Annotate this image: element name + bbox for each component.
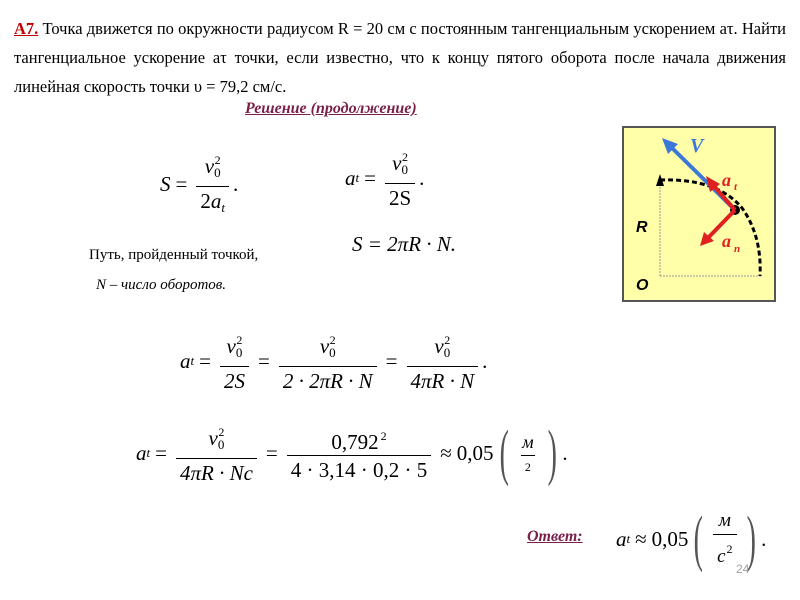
- unit-sq: 2: [521, 455, 535, 477]
- fraction: [196, 148, 229, 221]
- sub-0: 0: [329, 345, 336, 360]
- problem-statement: [14, 14, 786, 101]
- sym-a: a: [345, 165, 356, 190]
- answer-formula: [616, 505, 767, 573]
- sub-0: 0: [401, 162, 408, 177]
- right-paren: ): [547, 419, 557, 487]
- period: .: [232, 172, 239, 196]
- label-v: V: [690, 135, 704, 157]
- sup-2: 2: [214, 153, 221, 167]
- label-at: a: [722, 170, 731, 190]
- unit-c: с: [717, 545, 726, 567]
- num-val: 0,792: [331, 429, 379, 454]
- sym-s: S: [160, 172, 171, 196]
- unit-fraction: [713, 509, 736, 570]
- sup-2: 2: [218, 425, 225, 439]
- fraction: [407, 328, 479, 394]
- path-text: Путь, пройденный точкой,: [89, 247, 259, 263]
- sub-0: 0: [217, 437, 225, 452]
- answer-label: Ответ:: [527, 528, 583, 545]
- sym-a: a: [616, 526, 627, 551]
- unit-fraction: [518, 430, 538, 477]
- left-paren: (: [694, 505, 704, 573]
- sub-0: 0: [235, 345, 243, 360]
- right-paren: ): [746, 505, 756, 573]
- result-value: 0,05: [651, 526, 689, 551]
- unit-paren: [494, 419, 563, 487]
- sym-v: v: [204, 154, 215, 178]
- period: .: [419, 165, 425, 190]
- eq-sign: =: [155, 440, 167, 465]
- eq-sign: =: [175, 172, 188, 196]
- sub-t: t: [190, 353, 195, 368]
- sym-a: a: [180, 348, 191, 373]
- approx-sign: ≈: [440, 440, 452, 465]
- eq-sign: =: [385, 348, 398, 373]
- problem-label: А7.: [14, 19, 39, 38]
- sup-2: 2: [380, 428, 387, 443]
- formula-numeric: [136, 420, 568, 486]
- sub-0: 0: [443, 345, 451, 360]
- left-paren: (: [499, 419, 509, 487]
- n-text: [96, 277, 226, 294]
- eq-sign: =: [265, 440, 278, 465]
- sym-a: a: [136, 440, 147, 465]
- period: .: [562, 440, 568, 465]
- period: .: [761, 526, 767, 551]
- label-an-sub: n: [734, 243, 741, 255]
- sym-a: a: [210, 189, 222, 213]
- period: .: [482, 348, 488, 373]
- label-r: R: [636, 219, 648, 236]
- eq-sign: =: [199, 348, 211, 373]
- unit-m: м: [522, 431, 534, 452]
- sup-2: 2: [401, 150, 408, 164]
- sym-v: v: [319, 334, 330, 358]
- problem-text: Точка движется по окружности радиусом R = 20 см с постоянным тангенциальным ускорением aτ. Найти тангенциальное ускорение aτ точки, если известно, что к концу пятого оборота после начала движения линейная скорость точки υ = 79,2 см/с.: [14, 19, 786, 96]
- sup-2: 2: [444, 333, 451, 347]
- den-val: 4 · 3,14 · 0,2 · 5: [287, 455, 431, 483]
- eq-sign: =: [364, 165, 376, 190]
- label-o: O: [636, 277, 649, 294]
- result-value: 0,05: [456, 440, 494, 465]
- fraction: [176, 420, 257, 486]
- sym-v: v: [226, 334, 236, 358]
- formula-path: [160, 148, 238, 221]
- sub-0: 0: [214, 165, 221, 180]
- formula-chain: [180, 328, 487, 394]
- sub-t: t: [355, 170, 360, 185]
- unit-m: м: [718, 509, 731, 531]
- approx-sign: ≈: [635, 526, 647, 551]
- fraction: [279, 328, 377, 394]
- den-d1: 2 · 2πR · N: [279, 366, 377, 394]
- section-title: Решение (продолжение): [245, 100, 417, 117]
- s-2pirn: S = 2πR · N.: [352, 232, 457, 256]
- sub-t: t: [221, 200, 225, 215]
- formula-at-s: [345, 145, 424, 211]
- sub-t: t: [626, 531, 631, 546]
- den-2s: 2S: [220, 366, 249, 394]
- den-d2: 4πR · N: [407, 366, 479, 394]
- unit-sq: 2: [726, 541, 733, 556]
- circle-diagram: [622, 126, 776, 302]
- eq-sign: =: [257, 348, 270, 373]
- fraction: [385, 145, 415, 211]
- n-definition: N – число оборотов.: [96, 277, 227, 293]
- sym-v: v: [434, 334, 444, 358]
- page-number: 24: [736, 562, 750, 576]
- unit-paren: [688, 505, 761, 573]
- label-an: a: [722, 231, 731, 251]
- label-at-sub: t: [734, 181, 738, 193]
- sub-t: t: [146, 445, 151, 460]
- motion-figure: [622, 126, 776, 302]
- formula-s-2pirn: [352, 232, 456, 257]
- sym-v: v: [392, 151, 402, 175]
- sup-2: 2: [329, 333, 336, 347]
- num-2: 2: [200, 189, 211, 213]
- sup-2: 2: [236, 333, 243, 347]
- den-2s: 2S: [385, 183, 415, 211]
- fraction: [287, 424, 431, 483]
- fraction: [220, 328, 249, 394]
- den-d3: 4πR · Nc: [176, 458, 257, 486]
- sym-v: v: [208, 426, 218, 450]
